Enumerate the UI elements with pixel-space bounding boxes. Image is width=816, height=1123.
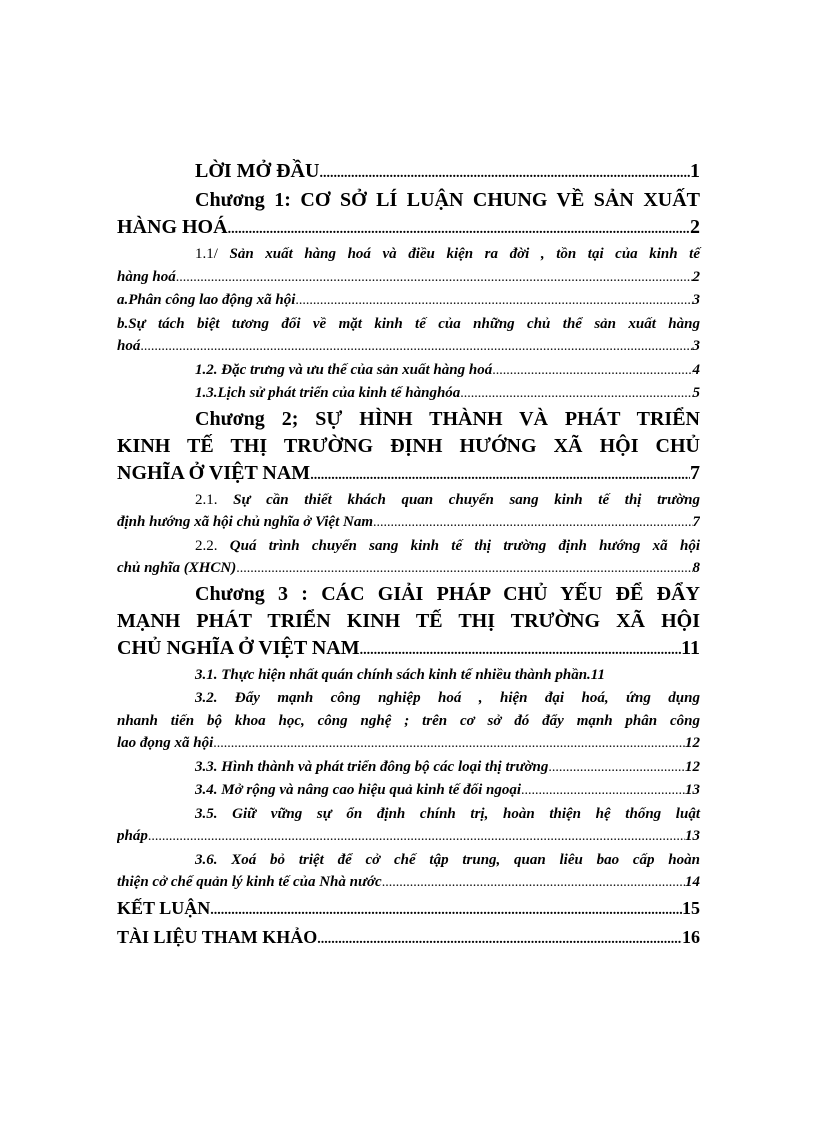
toc-section-3-6-line-2[interactable] bbox=[117, 871, 700, 895]
toc-label: định hướng xã hội chủ nghĩa ở Việt Nam bbox=[117, 514, 373, 530]
toc-page: 16 bbox=[682, 926, 700, 947]
toc-label: thiện cở chế quản lý kinh tế của Nhà nước bbox=[117, 874, 382, 890]
toc-entry-tai-lieu-tham-khao[interactable] bbox=[117, 924, 700, 953]
toc-section-3-1[interactable] bbox=[117, 664, 700, 688]
toc-section-2-1-line-1[interactable] bbox=[117, 489, 700, 512]
toc-section-2-1-line-2[interactable] bbox=[117, 511, 700, 535]
toc-leader bbox=[492, 360, 692, 383]
toc-section-1-1-line-1[interactable] bbox=[117, 243, 700, 266]
toc-chapter-1-line-1[interactable]: Chương 1: CƠ SỞ LÍ LUẬN CHUNG VỀ SẢN XUẤT bbox=[195, 189, 700, 211]
toc-page: .11 bbox=[587, 666, 605, 683]
toc-section-3-5-line-2[interactable] bbox=[117, 825, 700, 849]
toc-page: 4 bbox=[692, 361, 700, 378]
toc-leader bbox=[317, 927, 682, 953]
toc-leader bbox=[140, 336, 692, 359]
toc-section-3-3[interactable] bbox=[117, 756, 700, 780]
toc-section-a[interactable] bbox=[117, 289, 700, 313]
toc-section-2-2-line-1[interactable] bbox=[117, 535, 700, 558]
toc-number: 2.2. bbox=[195, 537, 218, 554]
toc-chapter-2-line-2[interactable]: KINH TẾ THỊ TRƯỜNG ĐỊNH HƯỚNG XÃ HỘI CHỦ bbox=[117, 434, 700, 457]
toc-section-1-3[interactable] bbox=[117, 382, 700, 406]
toc-page: 8 bbox=[692, 560, 700, 576]
toc-leader bbox=[382, 872, 685, 895]
toc-entry-loi-mo-dau[interactable] bbox=[117, 158, 700, 187]
toc-label: NGHĨA Ở VIỆT NAM bbox=[117, 461, 311, 484]
toc-label: CHỦ NGHĨA Ở VIỆT NAM bbox=[117, 636, 360, 659]
toc-label: 3.4. Mở rộng và nâng cao hiệu quả kinh tế đối ngoại bbox=[195, 782, 522, 798]
toc-section-3-2-line-3[interactable] bbox=[117, 732, 700, 756]
toc-page: 1 bbox=[690, 160, 700, 182]
toc-label: 1.3.Lịch sử phát triển của kinh tế hànghóa bbox=[195, 385, 461, 401]
toc-page: 13 bbox=[685, 828, 700, 844]
toc-chapter-3-line-3[interactable] bbox=[117, 635, 700, 664]
toc-label: Sản xuất hàng hoá và điều kiện ra đời , tồn tại của kinh tế bbox=[217, 246, 700, 262]
toc-leader bbox=[176, 267, 693, 290]
toc-label: Quá trình chuyển sang kinh tế thị trường định hướng xã hội bbox=[217, 537, 700, 554]
toc-label: TÀI LIỆU THAM KHẢO bbox=[117, 926, 318, 947]
toc-label: hoá bbox=[117, 338, 141, 354]
toc-leader bbox=[460, 383, 692, 406]
toc-section-2-2-line-2[interactable] bbox=[117, 557, 700, 581]
toc-page: 2 bbox=[690, 216, 700, 238]
toc-number: 2.1. bbox=[195, 491, 218, 508]
toc-section-3-2-line-2[interactable]: nhanh tiến bộ khoa học, công nghệ ; trên cơ sở đó đẩy mạnh phân công bbox=[117, 712, 700, 729]
toc-leader bbox=[521, 780, 685, 803]
table-of-contents bbox=[117, 158, 700, 953]
toc-leader bbox=[213, 733, 685, 756]
toc-leader bbox=[236, 558, 692, 581]
toc-page: 3 bbox=[692, 338, 700, 354]
toc-label: 3.1. Thực hiện nhất quán chính sách kinh tế nhiều thành phần bbox=[195, 666, 588, 683]
toc-leader bbox=[319, 160, 690, 187]
toc-chapter-3-line-1[interactable]: Chương 3 : CÁC GIẢI PHÁP CHỦ YẾU ĐỂ ĐẨY bbox=[195, 582, 700, 605]
toc-leader bbox=[228, 216, 690, 243]
toc-label: lao đọng xã hội bbox=[117, 735, 214, 751]
toc-leader bbox=[310, 462, 690, 489]
toc-page: 3 bbox=[692, 292, 700, 308]
toc-label: 1.2. Đặc trưng và ưu thế của sản xuất hàng hoá bbox=[195, 361, 493, 378]
toc-label: pháp bbox=[117, 828, 148, 844]
toc-label: Sự cần thiết khách quan chuyển sang kinh tế thị trường bbox=[217, 491, 700, 508]
toc-label: hàng hoá bbox=[117, 268, 176, 285]
toc-section-1-1-line-2[interactable] bbox=[117, 266, 700, 290]
toc-section-3-2-line-1[interactable]: 3.2. Đẩy mạnh công nghiệp hoá , hiện đại hoá, ứng dụng bbox=[195, 690, 700, 706]
toc-chapter-1-line-2[interactable] bbox=[117, 214, 700, 243]
toc-page: 15 bbox=[682, 897, 700, 918]
toc-leader bbox=[548, 757, 685, 780]
toc-page: 12 bbox=[685, 758, 700, 775]
toc-section-b-line-1[interactable]: b.Sự tách biệt tương đối về mặt kinh tế của những chủ thể sản xuất hàng bbox=[117, 315, 700, 332]
toc-page: 5 bbox=[692, 385, 700, 401]
toc-label: HÀNG HOÁ bbox=[117, 216, 228, 238]
toc-label: a.Phân công lao động xã hội bbox=[117, 292, 296, 308]
toc-page: 7 bbox=[690, 461, 700, 484]
toc-section-3-5-line-1[interactable]: 3.5. Giữ vững sự ổn định chính trị, hoàn thiện hệ thống luật bbox=[195, 805, 700, 822]
toc-leader bbox=[360, 637, 681, 664]
toc-chapter-2-line-3[interactable] bbox=[117, 460, 700, 489]
toc-number: 1.1/ bbox=[195, 246, 218, 262]
toc-page: 14 bbox=[685, 874, 700, 890]
toc-page: 13 bbox=[685, 782, 700, 798]
toc-label: 3.3. Hình thành và phát triển đông bộ các loại thị trường bbox=[195, 758, 549, 775]
toc-label: KẾT LUẬN bbox=[117, 897, 211, 918]
toc-page: 2 bbox=[692, 268, 700, 285]
toc-section-3-6-line-1[interactable]: 3.6. Xoá bỏ triệt để cở chế tập trung, quan liêu bao cấp hoàn bbox=[195, 851, 700, 868]
toc-page: 12 bbox=[685, 735, 700, 751]
toc-leader bbox=[210, 898, 682, 924]
toc-leader bbox=[295, 290, 692, 313]
toc-label: LỜI MỞ ĐẦU bbox=[195, 160, 320, 182]
toc-page: 11 bbox=[681, 636, 700, 659]
toc-label: chủ nghĩa (XHCN) bbox=[117, 560, 237, 576]
toc-section-1-2[interactable] bbox=[117, 359, 700, 383]
toc-chapter-3-line-2[interactable]: MẠNH PHÁT TRIỂN KINH TẾ THỊ TRƯỜNG XÃ HỘI bbox=[117, 609, 700, 632]
toc-section-3-4[interactable] bbox=[117, 779, 700, 803]
toc-chapter-2-line-1[interactable]: Chương 2; SỰ HÌNH THÀNH VÀ PHÁT TRIỂN bbox=[195, 407, 700, 430]
toc-page: 7 bbox=[692, 514, 700, 530]
toc-entry-ket-luan[interactable] bbox=[117, 895, 700, 924]
toc-leader bbox=[373, 512, 693, 535]
toc-leader bbox=[148, 826, 685, 849]
toc-section-b-line-2[interactable] bbox=[117, 335, 700, 359]
